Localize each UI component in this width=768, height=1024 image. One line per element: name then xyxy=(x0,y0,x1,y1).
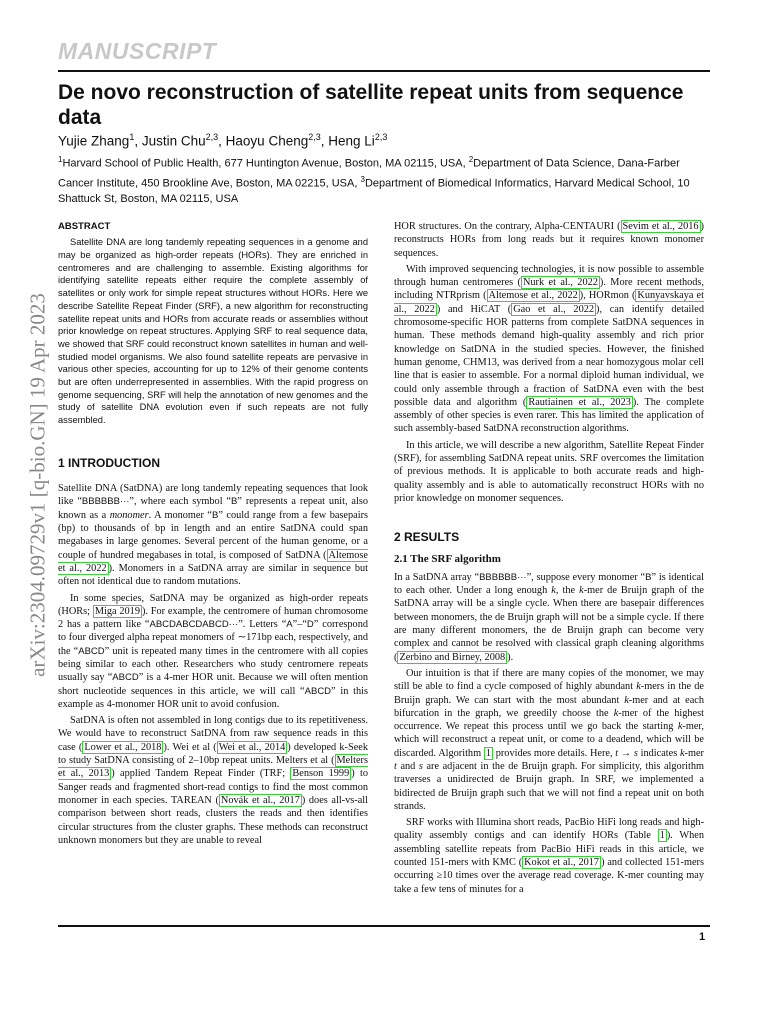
sequence-text: A xyxy=(286,619,293,631)
text-run: ) and HiCAT ( xyxy=(436,303,512,315)
page-number: 1 xyxy=(699,931,706,943)
sequence-text: ABCD xyxy=(78,645,105,657)
text-run: ) applied Tandem Repeat Finder (TRF; xyxy=(111,768,291,780)
text-run: In a SatDNA array “ xyxy=(394,571,480,583)
math-var: k xyxy=(579,585,584,597)
author-list: Yujie Zhang$^1$, Justin Chu$^{2,3}$, Haoyu Cheng$^{2,3}$, Heng Li$^{2,3}$ xyxy=(58,132,388,149)
citation-link[interactable]: Melters et al., 2013 xyxy=(58,755,368,780)
emphasis-text: monomer xyxy=(109,509,149,521)
arxiv-identifier: arXiv:2304.09729v1 [q-bio.GN] 19 Apr 2023 xyxy=(25,293,50,677)
math-var: k xyxy=(613,707,619,719)
text-run: ) reconstructs HORs from long reads but it requires known monomer sequences. xyxy=(394,221,704,259)
results-paragraph-3 xyxy=(394,816,704,896)
author-sup: 2,3 xyxy=(308,132,321,142)
text-run: provides more details. Here, xyxy=(492,747,616,759)
affil-sup: 1 xyxy=(58,155,63,164)
author-sup: 2,3 xyxy=(205,132,219,142)
sequence-text: ABCDABCDABCD··· xyxy=(149,619,239,631)
text-run: ). For example, the centromere of human chromosome 2 has a pattern like “ xyxy=(58,605,368,631)
text-run: -mer and at each bifurcation in the graph, we greedily choose the xyxy=(394,694,704,719)
text-run: ). The complete assembly of other species is even rarer. This has limited the application of such assembly-based SatDNA reconstruction algorithms. xyxy=(394,396,705,435)
text-run: ). When assembling satellite repeats from PacBio HiFi reads in this article, we counted 151-mers with KMC ( xyxy=(394,830,704,869)
text-run: . A monomer “ xyxy=(148,509,213,521)
text-run: -mers in the de Bruijn graph. We can start with the most abundant xyxy=(394,681,704,706)
text-run: ” correspond to four diverged alpha repeat monomers of ∼171bp each, respectively, and the “ xyxy=(58,619,369,657)
text-run: ) to Sanger reads and fragmented short-read contigs to find the most common monomer in each species. TAREAN ( xyxy=(58,768,368,806)
header-rule xyxy=(58,70,710,72)
sequence-text: ABCD xyxy=(304,685,332,697)
math-var: k xyxy=(624,694,629,706)
paper-title: De novo reconstruction of satellite repeat units from sequence data xyxy=(58,81,684,129)
citation-link[interactable]: Zerbino and Birney, 2008 xyxy=(399,651,506,663)
text-run: Satellite DNA (SatDNA) are long tandemly repeating sequences that look like “ xyxy=(58,483,368,508)
citation-link[interactable]: Miga 2019 xyxy=(94,605,140,617)
text-run: HOR structures. On the contrary, Alpha-CENTAURI ( xyxy=(394,221,621,232)
abstract-heading: ABSTRACT xyxy=(58,221,111,232)
math-expression: t → s xyxy=(615,747,638,759)
text-run: -mer xyxy=(684,747,704,759)
abstract-text: Satellite DNA are long tandemly repeating sequences in a genome and may be organized as high-order repeats (HORs). They are enriched in centromeres and are challenging to assemble. Existing algorithms for identifying satellite repeats either require the complete assembly of satellites or only work for simple repeat structures without HORs. Here we describe Satellite Repeat Finder (SRF), a new algorithm for reconstructing satellite repeat units and HORs from accurate reads or assemblies without prior knowledge on repeat structures. Applying SRF to real sequence data, we showed that SRF could reconstruct known satellites in human and well-studied model organisms. We also found satellite repeats are pervasive in various other species, accounting for up to 12% of their genome contents but are often underrepresented in assemblies. With the rapid progress on genome sequencing, SRF will help the annotation of new genomes and the study of satellite DNA evolution even if such repeats are not fully assembled. xyxy=(58,237,368,426)
author-name: Justin Chu xyxy=(141,133,206,149)
text-run: are adjacent in the de Bruijn graph. For simplicity, this algorithm traverses a unidirected de Bruijn graph. In SRF, we implemented a bidirected de Bruijn graph such that we will not find a repeat unit on both strands. xyxy=(394,760,705,812)
text-run: ”, where each symbol “ xyxy=(129,496,232,508)
text-run: ” unit is repeated many times in the centromere with all copies being similar to each other. Researchers who study centromere repeats usually say “ xyxy=(58,645,368,684)
text-run: ). More recent methods, including NTRprism ( xyxy=(394,277,704,302)
text-run: ), HORmon ( xyxy=(579,290,636,302)
algorithm-ref-link[interactable]: 1 xyxy=(485,747,491,759)
math-var: t xyxy=(394,760,397,772)
text-run: ). Wei et al ( xyxy=(163,741,217,753)
citation-link[interactable]: Wei et al., 2014 xyxy=(218,741,286,753)
text-run: ) and collected 151-mers occurring ≥10 times over the average read coverage. K-mer counting may take a few tens of minutes for a xyxy=(394,857,704,895)
citation-link[interactable]: Altemose et al., 2022 xyxy=(58,549,368,574)
citation-link[interactable]: Rautiainen et al., 2023 xyxy=(528,396,631,408)
citation-link[interactable]: Kokot et al., 2017 xyxy=(524,857,600,869)
author-name: Haoyu Cheng xyxy=(225,133,309,149)
sequence-text: BBBBBB··· xyxy=(81,496,130,508)
text-run: ” represents a repeat unit, also known as a xyxy=(58,496,368,521)
footer-rule xyxy=(58,925,710,927)
text-run: SatDNA is often not assembled in long contigs due to its repetitiveness. We would have to reconstruct SatDNA from raw sequence reads in this case ( xyxy=(58,715,368,753)
text-run: -mer de Bruijn graph of the SatDNA array will be a single cycle. When there are basepair differences between monomers, the de Bruijn graph will not be a simple cycle. If there are many different monomers, the de Bruijn graph can become very complex and cannot be resolved with classical graph cleaning algorithms ( xyxy=(394,585,704,663)
sequence-text: B xyxy=(212,509,219,521)
left-column xyxy=(58,220,368,850)
intro-paragraph-3 xyxy=(58,714,368,847)
subsection-heading-srf: 2.1 The SRF algorithm xyxy=(394,552,501,565)
author-name: Yujie Zhang xyxy=(58,133,130,149)
affil-sup: 3 xyxy=(360,175,365,185)
author-sup: 1 xyxy=(129,132,135,142)
math-var: k xyxy=(636,681,641,693)
text-run: ) does all-vs-all comparison between short reads, clusters the reads and then identifies circular structures from the cluster graphs. These methods can reconstruct unknown monomers but they are unable to reveal xyxy=(58,794,368,846)
text-run: ”–“ xyxy=(292,619,307,631)
sequence-text: D xyxy=(306,619,314,631)
citation-link[interactable]: Kunyavskaya et al., 2022 xyxy=(394,290,704,315)
sequence-text: BBBBBB··· xyxy=(479,571,527,583)
text-run: ” is a 4-mer HOR unit. Because we will often mention short nucleotide sequences in this article, we will call “ xyxy=(58,672,368,697)
citation-link[interactable]: Lower et al., 2018 xyxy=(84,741,162,753)
affiliations xyxy=(58,152,708,208)
text-run: In some species, SatDNA may be organized as high-order repeats (HORs; xyxy=(58,592,368,617)
text-run: ” is identical to each other. Under a long enough xyxy=(394,571,704,597)
text-run: indicates xyxy=(637,747,680,759)
author-name: Heng Li xyxy=(328,133,375,149)
results-paragraph-1 xyxy=(394,571,704,664)
citation-link[interactable]: Sevim et al., 2016 xyxy=(622,221,699,232)
text-run: With improved sequencing technologies, it is now possible to assemble through human centromeres ( xyxy=(394,263,704,289)
sequence-text: B xyxy=(645,571,652,583)
citation-link[interactable]: Nurk et al., 2022 xyxy=(522,277,598,289)
right-column xyxy=(394,220,704,899)
math-var: k xyxy=(551,585,556,597)
text-run: ”. Letters “ xyxy=(238,619,287,631)
text-run: ). Monomers in a SatDNA array are similar in sequence but often not identical due to random mutations. xyxy=(58,562,368,588)
right-paragraph-2 xyxy=(394,263,704,436)
text-run: and xyxy=(396,760,419,772)
text-run: ”, suppose every monomer “ xyxy=(526,571,646,583)
citation-link[interactable]: Benson 1999 xyxy=(292,768,350,780)
citation-link[interactable]: Gao et al., 2022 xyxy=(513,303,595,315)
sequence-text: ABCD xyxy=(112,672,139,684)
math-var: k xyxy=(677,721,683,733)
text-run: SRF works with Illumina short reads, PacBio HiFi long reads and high-quality assembly contigs and can identify HORs (Table xyxy=(394,817,704,842)
citation-link[interactable]: Novák et al., 2017 xyxy=(220,794,300,806)
text-run: -mer, which will reconstruct a repeat unit, or come to a deadend, which will be discarded. Algorithm xyxy=(394,721,704,759)
math-var: s xyxy=(418,760,423,772)
results-paragraph-2 xyxy=(394,667,704,813)
citation-link[interactable]: Altemose et al., 2022 xyxy=(488,290,578,302)
text-run: ) developed k-Seek to study SatDNA consisting of 2–10bp repeat units. Melters et al ( xyxy=(58,741,368,767)
intro-paragraph-2 xyxy=(58,592,368,712)
intro-paragraph-1 xyxy=(58,482,368,588)
author-sup: 2,3 xyxy=(374,132,388,142)
text-run: Our intuition is that if there are many copies of the monomer, we may still be able to find a cycle composed of highly abundant xyxy=(394,667,704,693)
text-run: ). xyxy=(507,651,514,663)
section-heading-introduction: 1 INTRODUCTION xyxy=(58,455,160,470)
math-var: k xyxy=(679,747,685,759)
right-paragraph-1 xyxy=(394,220,704,260)
affil-sup: 2 xyxy=(468,155,474,164)
text-run: ), can identify detailed chromosome-specific HOR patterns from complete SatDNA sequences in human. These methods demand high-quality assembly and rich prior knowledge on SatDNA in the studied species. However, the finished human genome, CHM13, was derived from a near homozygous molar cell line that is easier to assemble. For a normal diploid human individual, we could only assemble through a fraction of SatDNA even with the best possible data and algorithm ( xyxy=(394,303,704,408)
text-run: ” in this example as 4-monomer HOR unit to avoid confusion. xyxy=(58,685,369,710)
affiliation-3: Department of Biomedical Informatics, Harvard Medical School, 10 Shattuck St, Boston, MA 02115, USA xyxy=(58,177,690,206)
affiliation-1: Harvard School of Public Health, 677 Huntington Avenue, Boston, MA 02115, USA, xyxy=(62,157,466,170)
text-run: ” could range from a few basepairs (bp) to thousands of bp in length and an entire SatDNA could span megabases in large genomes. Several percent of the human genome, or a couple of hundred megabases in total, is composed of SatDNA ( xyxy=(58,509,369,561)
section-heading-results: 2 RESULTS xyxy=(394,530,460,545)
manuscript-header: MANUSCRIPT xyxy=(58,38,217,64)
affiliation-2: Department of Data Science, Dana-Farber Cancer Institute, 450 Brookline Ave, Boston, MA 02215, USA, xyxy=(58,157,680,190)
text-run: -mer of the highest occurrence. We repeat this process until we go back the starting xyxy=(394,707,704,733)
table-ref-link[interactable]: 1 xyxy=(659,830,665,842)
sequence-text: B xyxy=(231,496,238,508)
right-paragraph-3: In this article, we will describe a new algorithm, Satellite Repeat Finder (SRF), for assembling SatDNA repeat units. SRF overcomes the limitation of previous methods. It is applicable to both accurate reads and high-quality assembly and is able to automatically reconstruct HORs with no prior knowledge on monomer sequences. xyxy=(394,439,704,504)
text-run: , the xyxy=(555,585,580,597)
